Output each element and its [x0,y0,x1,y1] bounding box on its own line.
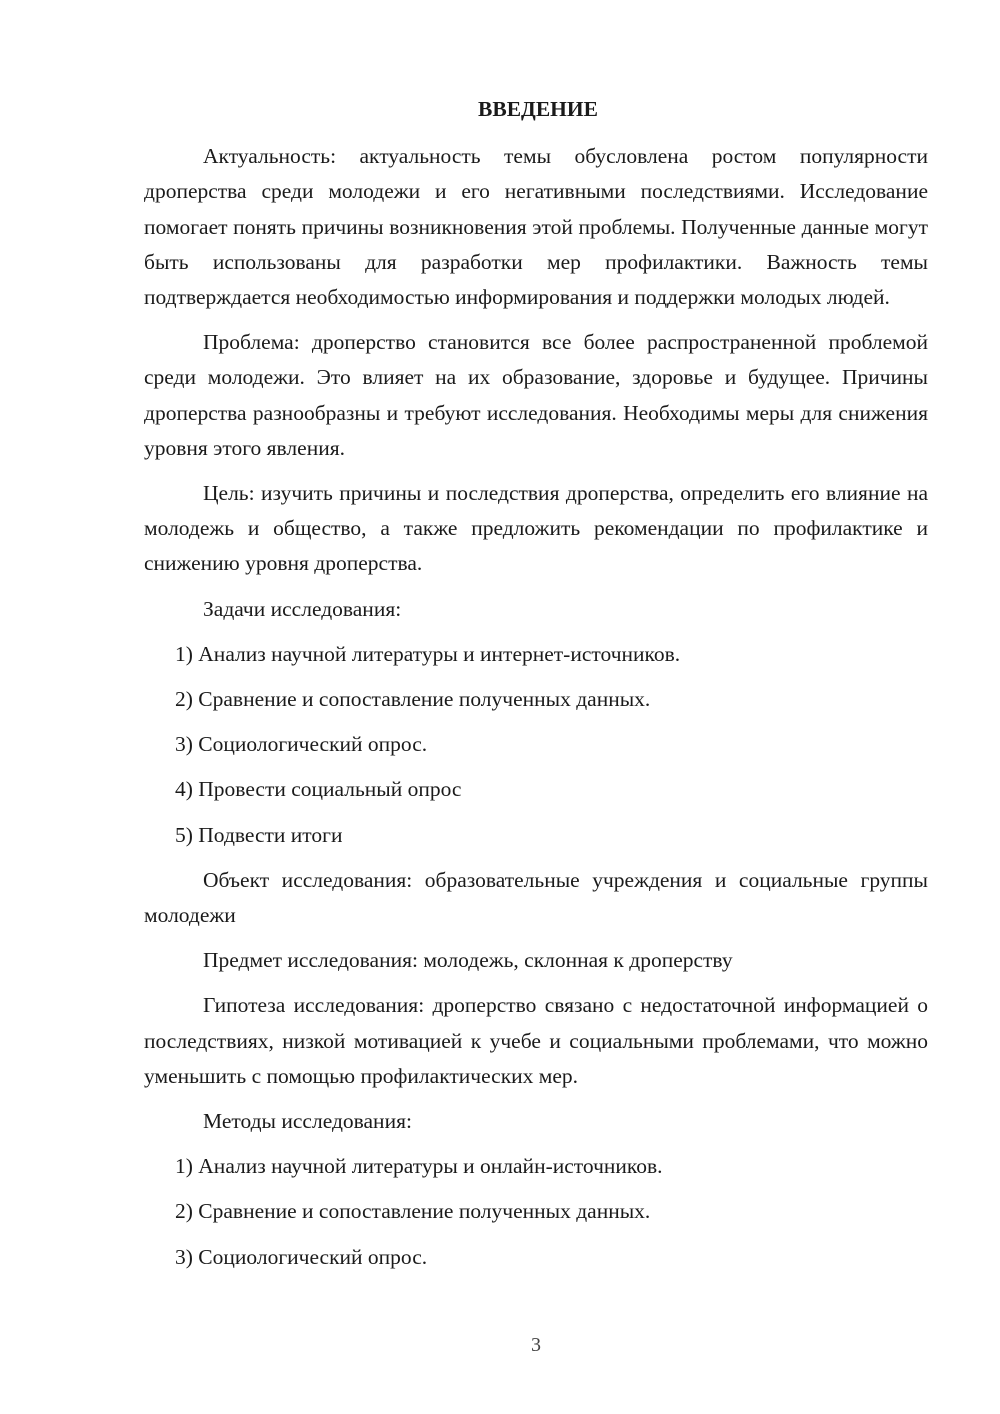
list-item: 1) Анализ научной литературы и онлайн-источников. [175,1154,663,1179]
tasks-heading: Задачи исследования: [203,596,402,621]
paragraph-subject: Предмет исследования: молодежь, склонная к дроперству [203,948,733,973]
paragraph-relevance: Актуальность: актуальность темы обусловлена ростом популярности дроперства среди молодежи и его негативными последствиями. Исследование помогает понять причины возникновения этой проблемы. Полученные данные могут быть использованы для разработки мер профилактики. Важность темы подтверждается необходимостью информирования и поддержки молодых людей. [144,144,928,310]
document-page [144,92,928,1285]
tasks-list [144,637,928,853]
paragraph-hypothesis: Гипотеза исследования: дроперство связано с недостаточной информацией о последствиях, низкой мотивацией к учебе и социальными проблемами, что можно уменьшить с помощью профилактических мер. [144,993,928,1088]
list-item: 2) Сравнение и сопоставление полученных данных. [175,1199,651,1224]
methods-heading: Методы исследования: [203,1109,412,1134]
list-item: 3) Социологический опрос. [175,732,428,757]
paragraph-problem: Проблема: дроперство становится все более распространенной проблемой среди молодежи. Это влияет на их образование, здоровье и будущее. Причины дроперства разнообразны и требуют исследования. Необходимы меры для снижения уровня этого явления. [144,330,928,460]
paragraph-goal: Цель: изучить причины и последствия дроперства, определить его влияние на молодежь и общество, а также предложить рекомендации по профилактике и снижению уровня дроперства. [144,481,928,576]
list-item: 5) Подвести итоги [175,822,343,847]
list-item: 2) Сравнение и сопоставление полученных данных. [175,687,651,712]
list-item: 4) Провести социальный опрос [175,777,462,802]
list-item: 1) Анализ научной литературы и интернет-источников. [175,641,681,666]
section-title: ВВЕДЕНИЕ [478,97,598,121]
methods-list [144,1149,928,1275]
paragraph-object: Объект исследования: образовательные учреждения и социальные группы молодежи [144,867,928,928]
list-item: 3) Социологический опрос. [175,1244,428,1269]
page-number: 3 [531,1334,541,1356]
